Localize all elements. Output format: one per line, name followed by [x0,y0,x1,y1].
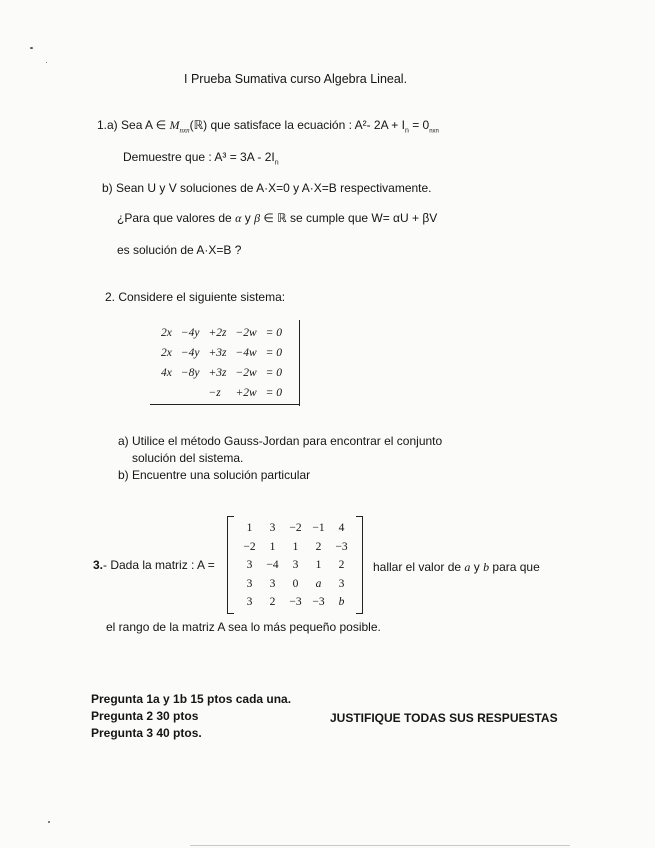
system-term: = 0 [265,367,283,379]
q1a-eq-tail: = 0 [408,118,430,132]
q1b-line3: es solución de A·X=B ? [117,243,242,257]
matrix-entry: 3 [246,559,253,572]
scan-speck [46,62,47,63]
q3-post-text: hallar el valor de [373,560,465,574]
system-term: = 0 [265,327,283,339]
scan-speck [48,821,50,823]
system-term: +3z [208,367,227,379]
q1a-eq-tail-sub: nxn [429,128,439,135]
alpha-symbol: α [235,211,242,225]
q3-line2: el rango de la matriz A sea lo más pequeño posible. [106,620,381,634]
matrix-entry: −4 [266,559,279,572]
matrix-A [238,519,353,612]
system-term: −4w [235,347,257,359]
q1a-text-mid: que satisface la ecuación : A²- 2A + I [210,118,405,132]
matrix-entry: 4 [338,522,345,535]
system-term: −2w [235,327,257,339]
matrix-entry: 3 [269,577,276,590]
system-term: = 0 [265,387,283,399]
points-q1: Pregunta 1a y 1b 15 ptos cada una. [91,692,292,706]
q1a-eq-sub: n [404,127,409,135]
system-term: −z [208,387,221,399]
q1b-text1: Sean U y V soluciones de A·X=0 y A·X=B respectivamente. [116,181,432,195]
q1a-text-pre: Sea A [121,118,153,132]
beta-symbol: β [254,211,261,225]
q3-label-line [93,558,215,572]
system-underline [150,404,300,405]
system-term: = 0 [265,347,283,359]
matrix-entry: −2 [243,540,256,553]
system-term: +3z [208,347,227,359]
q2a-line2: solución del sistema. [132,451,244,465]
matrix-row [238,593,353,612]
matrix-entry: −2 [289,522,302,535]
linear-system [157,323,287,403]
matrix-entry: 3 [338,577,345,590]
q3-a-symbol: a [464,560,471,574]
matrix-row [238,575,353,594]
system-row [157,343,287,363]
system-term: +2z [208,327,227,339]
matrix-space-symbol: M [169,118,180,132]
q1b-line2 [117,211,437,226]
points-q2: Pregunta 2 30 ptos [91,709,199,723]
matrix-entry: b [338,596,345,609]
q2a-line1: a) Utilice el método Gauss-Jordan para encontrar el conjunto [118,434,443,448]
matrix-left-bracket [227,516,234,614]
matrix-entry: 1 [269,540,276,553]
matrix-entry: 1 [292,540,299,553]
q1b-line1 [102,181,432,195]
q2b-line: b) Encuentre una solución particular [118,468,311,482]
matrix-entry: −3 [335,540,348,553]
matrix-space-sub: nxn [179,126,190,135]
system-term: 2x [161,327,172,339]
q3-b-symbol: b [483,560,490,574]
system-term [157,383,177,403]
q1a-demuestre-text: Demuestre que : A³ = 3A - 2I [123,150,275,164]
matrix-entry: 3 [246,577,253,590]
matrix-entry: −3 [312,596,325,609]
matrix-entry: 2 [269,596,276,609]
matrix-row [238,519,353,538]
system-right-bar [299,320,300,406]
q1a-line [97,118,439,134]
page-title: I Prueba Sumativa curso Algebra Lineal. [184,72,408,86]
scan-speck [30,47,33,49]
q3-post-text2: para que [489,560,540,574]
matrix-entry: 3 [246,596,253,609]
system-term: −2w [235,367,257,379]
matrix-entry: −3 [289,596,302,609]
q1b-line2-pre: ¿Para que valores de [117,211,236,225]
q1b-label: b) [102,181,113,195]
system-term: 2x [161,347,172,359]
matrix-entry: 3 [292,559,299,572]
field-symbol: (ℝ) [189,118,208,132]
system-term [177,383,205,403]
q3-pre-text: - Dada la matriz : A = [103,558,215,572]
matrix-table [238,519,353,612]
justify-instruction: JUSTIFIQUE TODAS SUS RESPUESTAS [330,711,558,725]
system-row [157,363,287,383]
system-term: −4y [180,347,200,359]
matrix-entry: 2 [338,559,345,572]
q2-intro: 2. Considere el siguiente sistema: [105,290,286,304]
q1b-line2-post: se cumple que W= αU + βV [286,211,438,225]
element-of-symbol: ∈ [155,118,167,132]
system-term: −4y [180,327,200,339]
q1a-demuestre [123,150,279,166]
matrix-entry: 0 [292,577,299,590]
scan-edge [190,845,570,846]
system-term: −8y [180,367,200,379]
system-row [157,323,287,343]
q3-post [373,560,540,575]
q1a-label: 1.a) [97,118,118,132]
q1b-in-reals: ∈ ℝ [260,211,287,225]
matrix-entry: 2 [315,540,322,553]
matrix-entry: 3 [269,522,276,535]
matrix-row [238,538,353,557]
matrix-entry: a [315,577,322,590]
matrix-entry: −1 [312,522,325,535]
matrix-entry: 1 [246,522,253,535]
system-term: +2w [235,387,257,399]
system-term: 4x [161,367,172,379]
q1a-demuestre-sub: n [274,159,279,167]
matrix-row [238,556,353,575]
system-table [157,323,287,403]
q1b-y: y [241,211,255,225]
system-row [157,383,287,403]
matrix-right-bracket [356,516,363,614]
q3-label: 3. [93,558,104,572]
points-q3: Pregunta 3 40 ptos. [91,726,202,740]
matrix-entry: 1 [315,559,322,572]
q3-y: y [470,560,484,574]
